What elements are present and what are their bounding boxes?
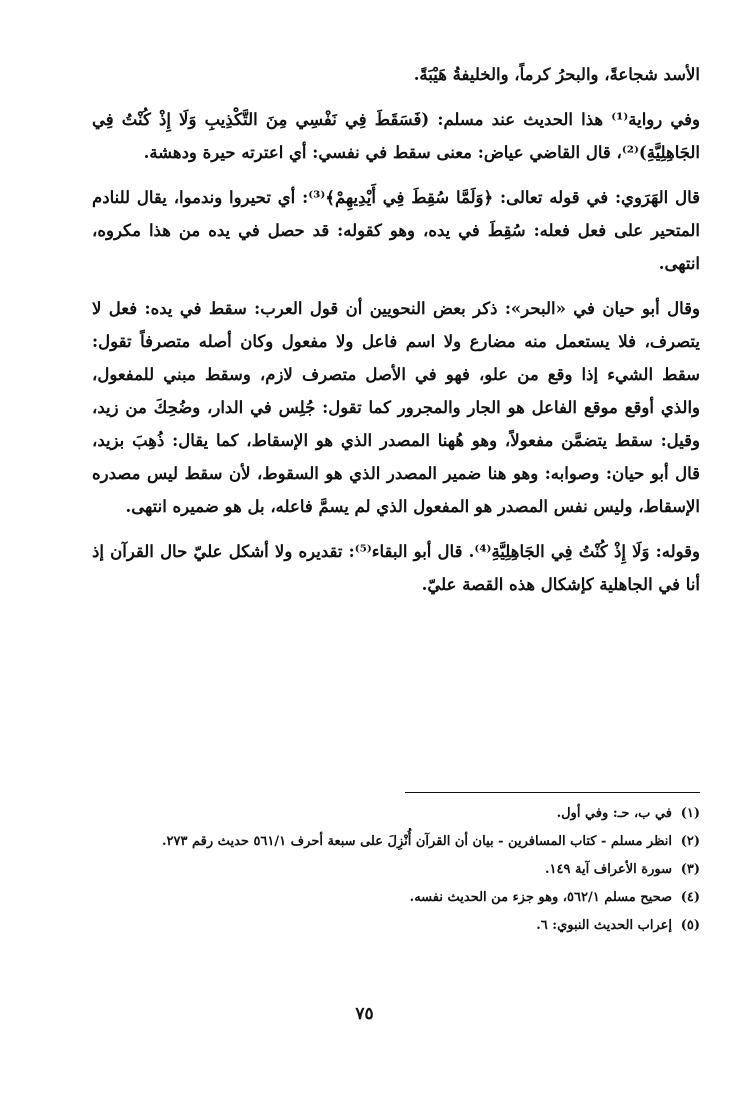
footnote	[92, 800, 700, 828]
footnote-number: (٤)	[680, 890, 700, 905]
paragraph: قال الهَرَوي: في قوله تعالى: ﴿وَلَمَّا سُقِطَ فِي أَيْدِيهِمْ﴾⁽³⁾: أي تحيروا وندموا، يقال للنادم المتحير على فعل فعله: سُقِطَ في يده، وهو كقوله: قد حصل في يده من هذا مكروه، انتهى.	[92, 188, 700, 273]
page-number: ٧٥	[355, 1004, 374, 1024]
paragraph: وقوله: وَلَا إِذْ كُنْتُ فِي الجَاهِلِيَّةِ⁽⁴⁾. قال أبو البقاء⁽⁵⁾: تقديره ولا أشكل عليّ حال القرآن إذ أنا في الجاهلية كإشكال هذه القصة عليّ.	[92, 542, 700, 594]
paragraph: الأسد شجاعةً، والبحرُ كرماً، والخليفةُ هَيْبَةً.	[413, 65, 700, 84]
footnote	[92, 828, 700, 856]
footnote-text: إعراب الحديث النبوي: ٦.	[536, 918, 672, 933]
footnote-number: (٢)	[680, 834, 700, 849]
footnote-number: (١)	[680, 806, 700, 821]
footnote-number: (٣)	[680, 862, 700, 877]
footnotes	[92, 800, 700, 940]
footnote	[92, 856, 700, 884]
paragraph: وفي رواية⁽¹⁾ هذا الحديث عند مسلم: (فَسَقَطَ فِي نَفْسِي مِنَ التَّكْذِيبِ وَلَا إِذْ كُنْتُ فِي الجَاهِلِيَّةِ)⁽²⁾، قال القاضي عياض: معنى سقط في نفسي: أي اعترته حيرة ودهشة.	[92, 110, 700, 162]
footnote-text: انظر مسلم - كتاب المسافرين - بيان أن القرآن أُنْزِلَ على سبعة أحرف ٥٦١/١ حديث رقم ٢٧٣.	[162, 834, 672, 849]
footnote-text: سورة الأعراف آية ١٤٩.	[544, 862, 672, 877]
footnote	[92, 912, 700, 940]
footnote-text: في ب، حـ: وفي أول.	[556, 806, 672, 821]
footnote-text: صحيح مسلم ٥٦٢/١، وهو جزء من الحديث نفسه.	[409, 890, 672, 905]
paragraph: وقال أبو حيان في «البحر»: ذكر بعض النحويين أن قول العرب: سقط في يده: فعل لا يتصرف، فلا يستعمل منه مضارع ولا اسم فاعل ولا مفعول وكان أصله متصرفاً تقول: سقط الشيء إذا وقع من علو، فهو في الأصل متصرف لازم، وسقط مبني للمفعول، والذي أوقع موقع الفاعل هو الجار والمجرور كما تقول: جُلِس في الدار، وضُحِكَ من زيد، وقيل: سقط يتضمَّن مفعولاً، وهو هُهنا المصدر الذي هو الإسقاط، كما يقال: ذُهِبَ بزيد، قال أبو حيان: وصوابه: وهو هنا ضمير المصدر الذي هو السقوط، لأن سقط ليس مصدره الإسقاط، وليس نفس المصدر هو المفعول الذي لم يسمَّ فاعله، بل هو ضميره انتهى.	[92, 299, 700, 516]
main-text	[92, 58, 700, 601]
footnote-separator	[405, 792, 700, 793]
footnote-number: (٥)	[680, 918, 700, 933]
footnote	[92, 884, 700, 912]
